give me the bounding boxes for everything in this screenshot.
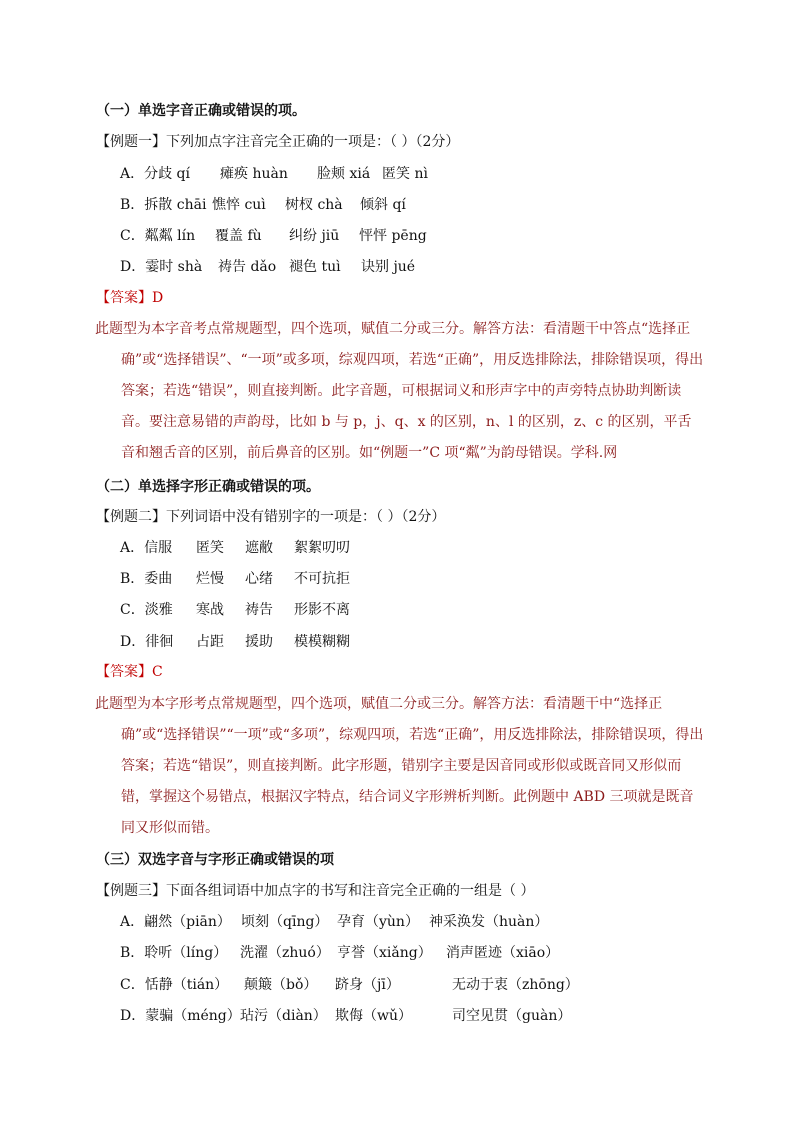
option-cell: 絮絮叨叨	[294, 540, 350, 556]
option-cell: 占距	[196, 634, 224, 650]
option-row-3a	[120, 912, 548, 932]
option-cell: 模模糊糊	[294, 634, 350, 650]
option-cell: A．信服	[120, 540, 173, 556]
option-row-2d	[120, 632, 350, 652]
option-cell: 心绪	[245, 571, 273, 587]
option-cell: 亨誉（xiǎng）	[337, 945, 432, 961]
option-row-3c	[120, 975, 579, 995]
option-cell: 欺侮（wǔ）	[335, 1008, 412, 1024]
answer-label: 【答案】	[96, 290, 152, 306]
answer-value: C	[152, 664, 163, 680]
option-cell: 纠纷 jiū	[289, 228, 340, 244]
option-cell: 跻身（jī）	[335, 977, 400, 993]
option-row-1a	[120, 164, 428, 184]
option-cell: C．恬静（tián）	[120, 977, 229, 993]
explanation-1	[95, 314, 705, 474]
answer-value: D	[152, 290, 164, 306]
option-cell: 覆盖 fù	[215, 228, 262, 244]
option-cell: 遮敝	[245, 540, 273, 556]
option-cell: 祷告	[245, 602, 273, 618]
option-cell: B．委曲	[120, 571, 173, 587]
option-cell: A．分歧 qí	[120, 166, 190, 182]
answer-1	[96, 288, 163, 308]
option-cell: 寒战	[196, 602, 224, 618]
option-cell: B．聆听（líng）	[120, 945, 228, 961]
explanation-text: 此题型为本字音考点常规题型，四个选项，赋值二分或三分。解答方法：看清题干中答点“选择正确”或“选择错误”、“一项”或多项，综观四项，若选“正确”，用反选排除法，排除错误项，得出答案；若选“错误”，则直接判断。此字音题，可根据词义和形声字中的声旁特点协助判断读音。要注意易错的声韵母，比如 b 与 p，j、q、x 的区别，n、l 的区别，z、c 的区别，平舌音和翘舌音的区别，前后鼻音的区别。如“例题一”C 项“粼”为韵母错误。学科.网	[95, 321, 704, 461]
option-row-1d	[120, 257, 415, 277]
option-cell: 憔悴 cuì	[212, 197, 266, 213]
option-cell: 褪色 tuì	[289, 259, 341, 275]
answer-label: 【答案】	[96, 664, 152, 680]
explanation-2	[95, 689, 705, 844]
option-row-1c	[120, 226, 427, 246]
option-cell: 树杈 chà	[285, 197, 343, 213]
answer-2	[96, 662, 163, 682]
option-cell: D．徘徊	[120, 634, 174, 650]
question-3: 【例题三】下面各组词语中加点字的书写和注音完全正确的一组是（ ）	[96, 883, 535, 899]
option-cell: 顷刻（qīng）	[241, 914, 329, 930]
option-row-3d	[120, 1006, 571, 1026]
option-cell: A．翩然（piān）	[120, 914, 231, 930]
option-cell: 烂慢	[196, 571, 224, 587]
option-row-2c	[120, 600, 350, 620]
question-2: 【例题二】下列词语中没有错别字的一项是：（ ）（2分）	[96, 509, 446, 525]
option-row-2b	[120, 569, 350, 589]
option-row-1b	[120, 195, 406, 215]
explanation-text: 此题型为本字形考点常规题型，四个选项，赋值二分或三分。解答方法：看清题干中“选择正确”或“选择错误”“一项”或“多项”，综观四项，若选“正确”，用反选排除法，排除错误项，得出答案；若选“错误”，则直接判断。此字形题，错别字主要是因音同或形似或既音同又形似而错，掌握这个易错点，根据汉字特点，结合词义字形辨析判断。此例题中 ABD 三项就是既音同又形似而错。	[95, 696, 704, 836]
option-row-2a	[120, 538, 350, 558]
option-cell: 倾斜 qí	[360, 197, 406, 213]
option-cell: 颠簸（bǒ）	[244, 977, 318, 993]
option-row-3b	[120, 943, 559, 963]
option-cell: 怦怦 pēng	[359, 228, 427, 244]
option-cell: 洗濯（zhuó）	[240, 945, 330, 961]
option-cell: 玷污（diàn）	[240, 1008, 327, 1024]
option-cell: D．霎时 shà	[120, 259, 203, 275]
option-cell: 孕育（yùn）	[337, 914, 419, 930]
section-heading-1: （一）单选字音正确或错误的项。	[96, 103, 306, 119]
option-cell: 司空见贯（guàn）	[452, 1008, 572, 1024]
option-cell: 匿笑	[196, 540, 224, 556]
option-cell: C．淡雅	[120, 602, 173, 618]
option-cell: 不可抗拒	[294, 571, 350, 587]
option-cell: 祷告 dǎo	[218, 259, 277, 275]
option-cell: 形影不离	[294, 602, 350, 618]
option-cell: 无动于衷（zhōng）	[452, 977, 579, 993]
option-cell: 诀别 jué	[361, 259, 416, 275]
option-cell: 脸颊 xiá	[317, 166, 371, 182]
question-1: 【例题一】下列加点字注音完全正确的一项是：（ ）（2分）	[96, 134, 460, 150]
option-cell: 援助	[245, 634, 273, 650]
option-cell: 瘫痪 huàn	[220, 166, 288, 182]
option-cell: D．蒙骗（méng）	[120, 1008, 241, 1024]
option-cell: C．粼粼 lín	[120, 228, 196, 244]
section-heading-3: （三）双选字音与字形正确或错误的项	[96, 852, 334, 868]
option-cell: B．拆散 chāi	[120, 197, 207, 213]
option-cell: 神采涣发（huàn）	[429, 914, 549, 930]
option-cell: 匿笑 nì	[382, 166, 428, 182]
section-heading-2: （二）单选择字形正确或错误的项。	[96, 479, 320, 495]
option-cell: 消声匿迹（xiāo）	[446, 945, 560, 961]
